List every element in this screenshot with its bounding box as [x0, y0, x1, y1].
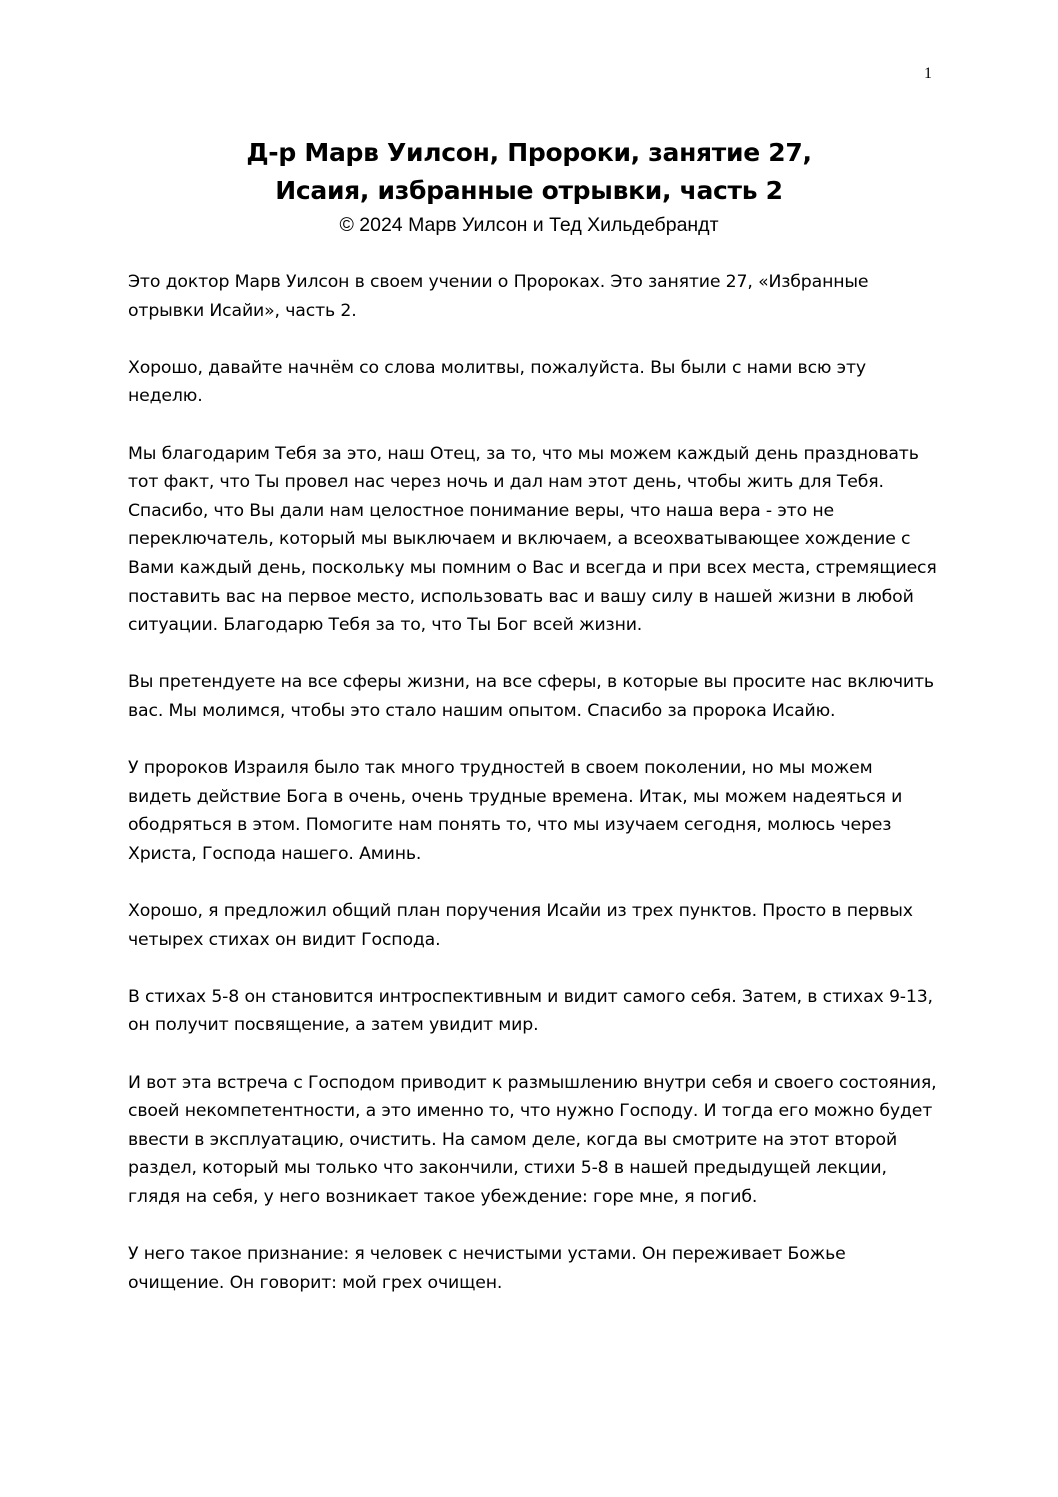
page-number: 1	[924, 65, 932, 82]
paragraph-outline: Хорошо, я предложил общий план поручения Исайи из трех пунктов. Просто в первых четырех стихах он видит Господа.	[128, 901, 913, 950]
document-body	[128, 268, 938, 1326]
document-title-line-2: Исаия, избранные отрывки, часть 2	[275, 176, 783, 205]
document-header	[0, 134, 1058, 239]
paragraph-prayer-spheres: Вы претендуете на все сферы жизни, на все сферы, в которые вы просите нас включить вас. Мы молимся, чтобы это стало нашим опытом. Спасибо за пророка Исайю.	[128, 672, 934, 721]
paragraph-prayer-start: Хорошо, давайте начнём со слова молитвы, пожалуйста. Вы были с нами всю эту неделю.	[128, 357, 866, 407]
paragraph-encounter: И вот эта встреча с Господом приводит к размышлению внутри себя и своего состояния, своей некомпетентности, а это именно то, что нужно Господу. И тогда его можно будет ввести в эксплуатацию, очистить. На самом деле, когда вы смотрите на этот второй раздел, который мы только что закончили, стихи 5-8 в нашей предыдущей лекции, глядя на себя, у него возникает такое убеждение: горе мне, я погиб.	[128, 1072, 937, 1207]
paragraph-prayer-thanks: Мы благодарим Тебя за это, наш Отец, за то, что мы можем каждый день праздновать тот факт, что Ты провел нас через ночь и дал нам этот день, чтобы жить для Тебя. Спасибо, что Вы дали нам целостное понимание веры, что наша вера - это не переключатель, который мы выключаем и включаем, а всеохватывающее хождение с Вами каждый день, поскольку мы помним о Вас и всегда и при всех места, стремящиеся поставить вас на первое место, использовать вас и вашу силу в нашей жизни в любой ситуации. Благодарю Тебя за то, что Ты Бог всей жизни.	[128, 443, 937, 636]
copyright-notice: © 2024 Марв Уилсон и Тед Хильдебрандт	[339, 214, 719, 236]
document-title-line-1: Д-р Марв Уилсон, Пророки, занятие 27,	[246, 138, 812, 167]
paragraph-intro: Это доктор Марв Уилсон в своем учении о Пророках. Это занятие 27, «Избранные отрывки Исайи», часть 2.	[128, 272, 869, 321]
paragraph-verses: В стихах 5-8 он становится интроспективным и видит самого себя. Затем, в стихах 9-13, он получит посвящение, а затем увидит мир.	[128, 986, 933, 1036]
paragraph-prayer-prophets: У пророков Израиля было так много трудностей в своем поколении, но мы можем видеть действие Бога в очень, очень трудные времена. Итак, мы можем надеяться и ободряться в этом. Помогите нам понять то, что мы изучаем сегодня, молюсь через Христа, Господа нашего. Аминь.	[128, 758, 903, 864]
paragraph-confession: У него такое признание: я человек с нечистыми устами. Он переживает Божье очищение. Он говорит: мой грех очищен.	[128, 1244, 846, 1293]
